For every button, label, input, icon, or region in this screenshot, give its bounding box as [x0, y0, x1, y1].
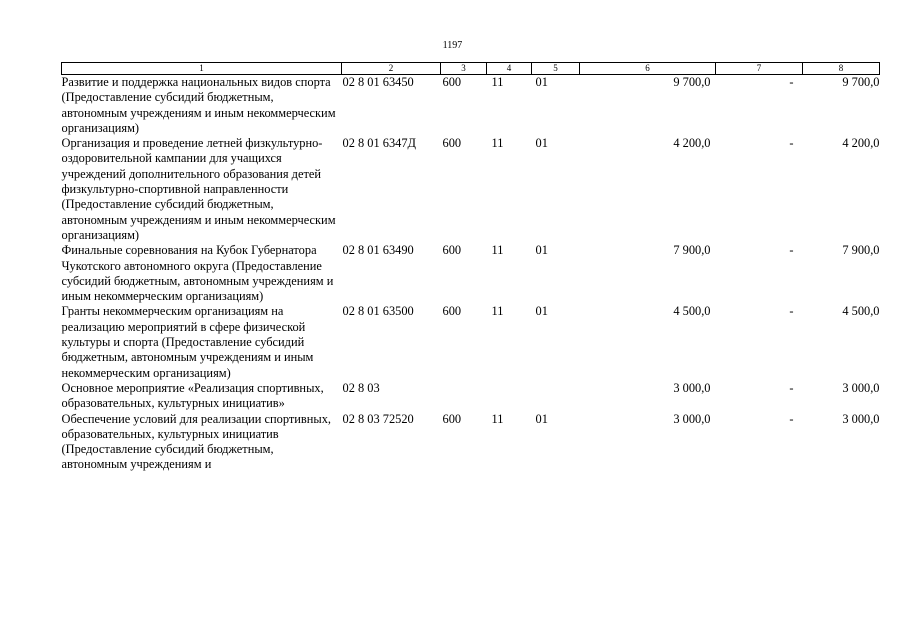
total-value: 7 900,0: [842, 243, 880, 258]
row-description: Основное мероприятие «Реализация спортивных, образовательных, культурных инициатив»: [61, 380, 324, 411]
subsection-code: 01: [535, 243, 548, 258]
section-code: 11: [491, 411, 504, 426]
change-value: -: [789, 136, 794, 151]
column-number: 2: [342, 63, 441, 75]
total-value: 4 500,0: [842, 304, 880, 319]
change-value: -: [789, 304, 794, 319]
change-value: -: [789, 243, 794, 258]
table-row: [62, 381, 880, 412]
target-article-code: 02 8 01 63490: [342, 243, 414, 258]
section-code: 11: [491, 136, 504, 151]
target-article-code: 02 8 01 63500: [342, 304, 414, 319]
expense-type-code: 600: [442, 304, 462, 319]
target-article-code: 02 8 01 63450: [342, 75, 414, 89]
expense-type-code: 600: [442, 75, 462, 89]
expense-type-code: 600: [442, 411, 462, 426]
column-number: 8: [803, 63, 880, 75]
amount-value: 4 500,0: [673, 304, 711, 319]
column-number: 1: [62, 63, 342, 75]
amount-value: 3 000,0: [673, 411, 711, 426]
total-value: 3 000,0: [842, 380, 880, 395]
subsection-code: 01: [535, 75, 548, 89]
row-description: Гранты некоммерческим организациям на реализацию мероприятий в сфере физической культуры и спорта (Предоставление субсидий бюджетным, автономным учреждениям и иным некоммерческим организациям): [61, 304, 314, 380]
subsection-code: 01: [535, 304, 548, 319]
subsection-code: 01: [535, 411, 548, 426]
change-value: -: [789, 411, 794, 426]
total-value: 3 000,0: [842, 411, 880, 426]
section-code: [487, 381, 532, 412]
table-row: [62, 75, 880, 137]
column-number: 4: [487, 63, 532, 75]
table-row: [62, 136, 880, 243]
subsection-code: [532, 381, 580, 412]
amount-value: 4 200,0: [673, 136, 711, 151]
column-number: 6: [580, 63, 716, 75]
target-article-code: 02 8 01 6347Д: [342, 136, 417, 151]
column-number-row: [62, 63, 880, 75]
table-header: [62, 63, 880, 75]
amount-value: 3 000,0: [673, 380, 711, 395]
change-value: -: [789, 75, 794, 89]
total-value: 9 700,0: [842, 75, 880, 89]
subsection-code: 01: [535, 136, 548, 151]
section-code: 11: [491, 75, 504, 89]
total-value: 4 200,0: [842, 136, 880, 151]
row-description: Обеспечение условий для реализации спортивных, образовательных, культурных инициатив (Предоставление субсидий бюджетным, автономным учреждениям и: [61, 411, 332, 472]
change-value: -: [789, 380, 794, 395]
row-description: Развитие и поддержка национальных видов спорта (Предоставление субсидий бюджетным, автономным учреждениям и иным некоммерческим организациям): [61, 75, 336, 135]
expense-type-code: 600: [442, 136, 462, 151]
table-body: [62, 75, 880, 473]
amount-value: 9 700,0: [673, 75, 711, 89]
table-row: [62, 243, 880, 304]
section-code: 11: [491, 304, 504, 319]
target-article-code: 02 8 03 72520: [342, 411, 414, 426]
column-number: 7: [716, 63, 803, 75]
amount-value: 7 900,0: [673, 243, 711, 258]
row-description: Финальные соревнования на Кубок Губернатора Чукотского автономного округа (Предоставление субсидий бюджетным, автономным учреждениям и иным некоммерческим организациям): [61, 243, 334, 304]
row-description: Организация и проведение летней физкультурно-оздоровительной кампании для учащихся учреждений дополнительного образования детей физкультурно-спортивной направленности (Предоставление субсидий бюджетным, автономным учреждениям и иным некоммерческим организациям): [61, 136, 336, 242]
table-row: [62, 304, 880, 380]
table-row: [62, 412, 880, 473]
expense-type-code: 600: [442, 243, 462, 258]
expense-type-code: [441, 381, 487, 412]
section-code: 11: [491, 243, 504, 258]
target-article-code: 02 8 03: [342, 380, 380, 395]
column-number: 5: [532, 63, 580, 75]
budget-table: [61, 62, 880, 473]
column-number: 3: [441, 63, 487, 75]
page-number: 1197: [442, 40, 463, 51]
